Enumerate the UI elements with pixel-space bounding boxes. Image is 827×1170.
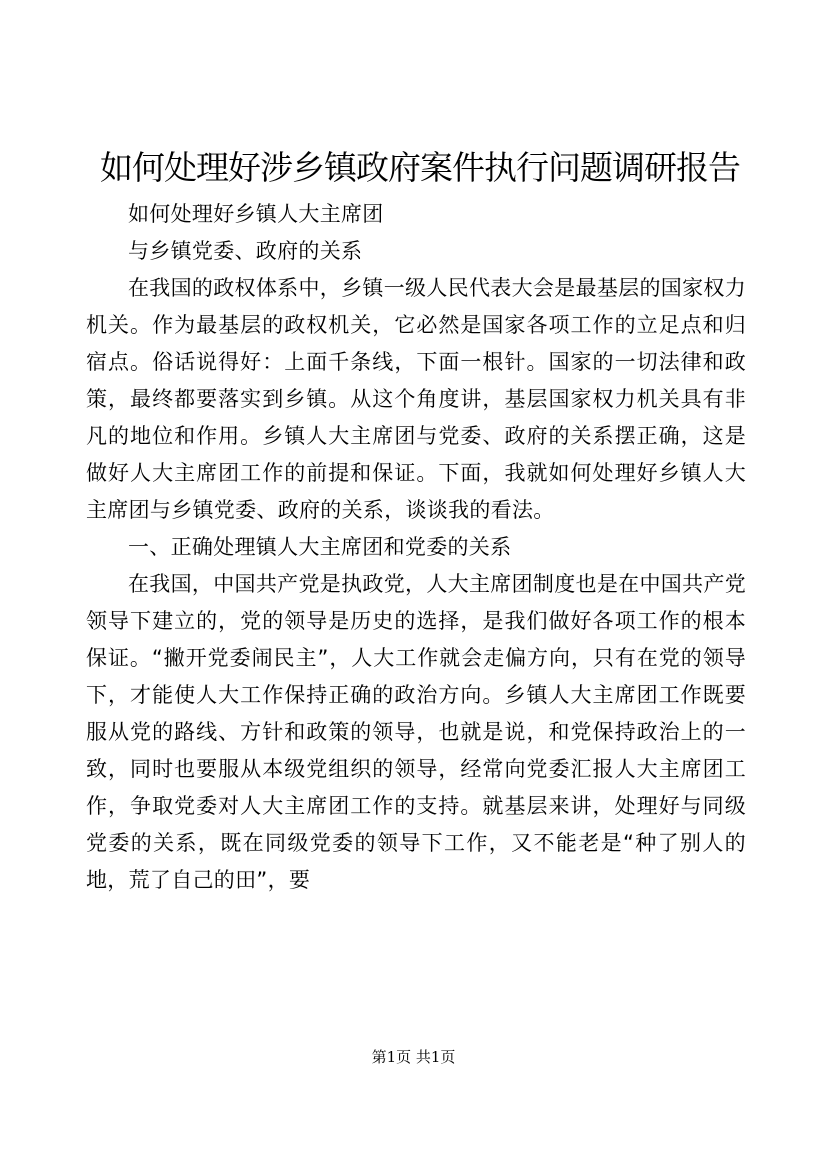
paragraph-section-1: 在我国，中国共产党是执政党，人大主席团制度也是在中国共产党领导下建立的，党的领导是历史的选择，是我们做好各项工作的根本保证。“撇开党委闹民主”，人大工作就会走偏方向，只有在党的领导下，才能使人大工作保持正确的政治方向。乡镇人大主席团工作既要服从党的路线、方针和政策的领导，也就是说，和党保持政治上的一致，同时也要服从本级党组织的领导，经常向党委汇报人大主席团工作，争取党委对人大主席团工作的支持。就基层来讲，处理好与同级党委的关系，既在同级党委的领导下工作，又不能老是“种了别人的地，荒了自己的田”，要 [86,572,746,892]
paragraph-intro: 在我国的政权体系中，乡镇一级人民代表大会是最基层的国家权力机关。作为最基层的政权机关，它必然是国家各项工作的立足点和归宿点。俗话说得好：上面千条线，下面一根针。国家的一切法律和政策，最终都要落实到乡镇。从这个角度讲，基层国家权力机关具有非凡的地位和作用。乡镇人大主席团与党委、政府的关系摆正确，这是做好人大主席团工作的前提和保证。下面，我就如何处理好乡镇人大主席团与乡镇党委、政府的关系，谈谈我的看法。 [86,276,746,522]
subtitle-line-2: 与乡镇党委、政府的关系 [128,239,363,263]
subtitle-line-1: 如何处理好乡镇人大主席团 [128,202,384,226]
document-body [86,196,746,899]
document-title: 如何处理好涉乡镇政府案件执行问题调研报告 [100,148,740,187]
section-heading-1: 一、正确处理镇人大主席团和党委的关系 [128,535,512,559]
page-footer: 第1页 共1页 [371,1048,456,1066]
